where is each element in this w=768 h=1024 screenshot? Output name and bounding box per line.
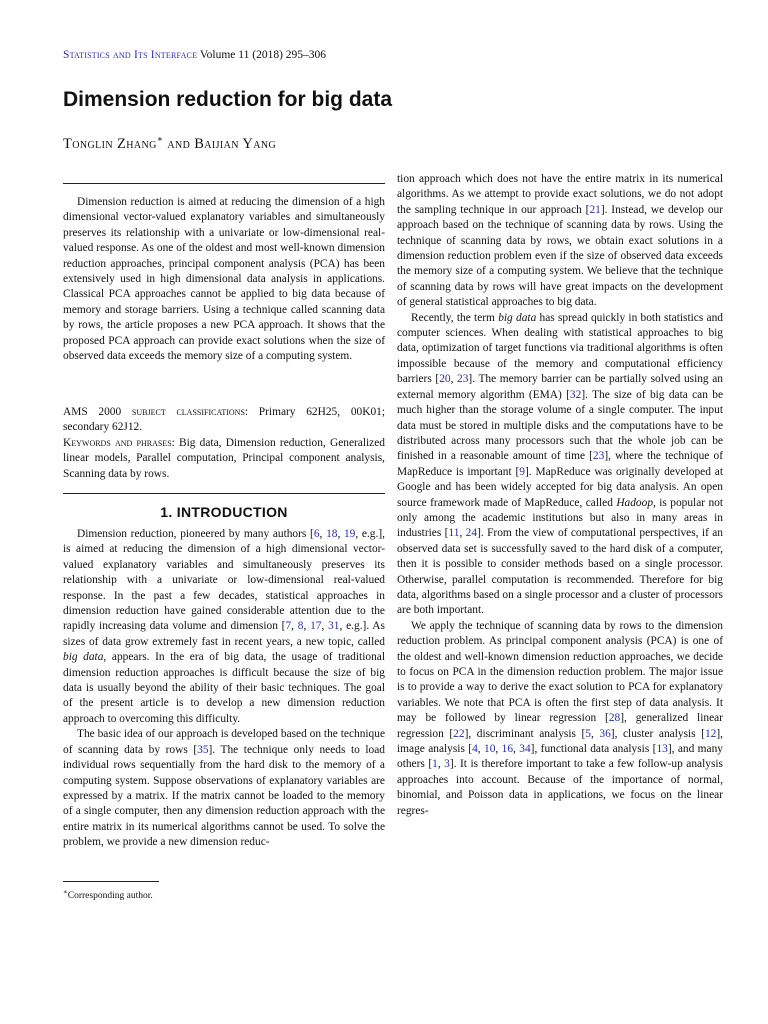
text-run: , [591, 727, 600, 740]
classification-block [63, 405, 385, 482]
section-heading [63, 504, 385, 520]
text-run: , [337, 528, 344, 540]
citation-link[interactable]: 8 [297, 620, 304, 633]
section-title: INTRODUCTION [176, 504, 288, 520]
abstract-bottom-rule [63, 493, 385, 494]
citation-link[interactable]: 22 [453, 727, 465, 740]
text-run: ]. MapReduce was originally developed at Google and has been widely accepted for big data analysis. An open source framework made of MapReduce, called [397, 465, 723, 509]
abstract-top-rule [63, 183, 385, 184]
section-number: 1. [160, 504, 173, 520]
paragraph [397, 311, 723, 619]
citation-link[interactable]: 17 [310, 620, 322, 633]
text-run: , [291, 620, 298, 633]
text-run: , [303, 620, 311, 633]
author-name: Baijian Yang [194, 135, 277, 152]
citation-link[interactable]: 10 [484, 743, 496, 756]
citation-link[interactable]: 24 [465, 527, 478, 540]
footnote-text: Corresponding author. [67, 891, 153, 902]
footnote-mark: ∗ [63, 888, 68, 896]
introduction-column [63, 527, 385, 851]
paper-title: Dimension reduction for big data [63, 88, 393, 111]
text-run: ]. The technique only needs to load individual rows sequentially from the hard disk to the memory of a computing system. Suppose observations of explanatory variables are expressed by a matrix. If the matrix cannot be loaded to the memory of a single computer, then any dimension reduction approach with the entire matrix in its numerical algorithms cannot be used. To solve the problem, we provide a new dimension reduc- [63, 743, 385, 849]
ams-text: Primary 62H25, 00K01; secondary 62J12. [63, 406, 385, 434]
citation-link[interactable]: 19 [343, 528, 356, 540]
citation-link[interactable]: 5 [585, 727, 591, 740]
author-conjunction: and [163, 135, 195, 152]
text-run: , [513, 743, 520, 756]
citation-link[interactable]: 16 [501, 743, 514, 756]
citation-link[interactable]: 12 [704, 727, 717, 740]
citation-link[interactable]: 7 [285, 620, 292, 633]
text-run: ], where the technique of MapReduce is important [ [397, 450, 723, 478]
text-run: ], discriminant analysis [ [464, 727, 586, 740]
text-run: ], functional data analysis [ [530, 743, 657, 756]
text-run: , [319, 528, 327, 540]
citation-link[interactable]: 4 [472, 743, 478, 756]
author-name: Tonglin Zhang [63, 135, 157, 152]
citation-link[interactable]: 13 [656, 743, 668, 756]
citation-link[interactable]: 32 [569, 388, 582, 401]
text-run: , [477, 743, 485, 756]
citation-link[interactable]: 31 [328, 620, 340, 633]
paragraph [63, 727, 385, 850]
text-run: ], generalized linear regression [ [397, 712, 723, 740]
text-run: , [437, 758, 445, 771]
keywords-text: Big data, Dimension reduction, Generalized linear models, Parallel computation, Principal component analysis, Scanning data by rows. [63, 436, 385, 480]
citation-link[interactable]: 21 [589, 203, 601, 216]
text-run: ]. From the view of computational perspectives, if an observed data set is successfully saved to the hard disk of a computer, then it is possible to consider methods based on a single processor. Otherwise, parallel computation is recommended. Therefore for big data, algorithms based on a single processor and a cluster of processors are both important. [397, 527, 723, 617]
citation-link[interactable]: 18 [326, 528, 338, 540]
text-run: , e.g.]. As sizes of data grow extremely fast in recent years, a new topic, called [63, 620, 385, 648]
citation-link[interactable]: 23 [457, 373, 469, 386]
footnote-rule [63, 881, 159, 882]
text-run: , is popular not only among the academic institutions but also in many areas in industries [ [397, 496, 723, 540]
text-run: , [495, 743, 502, 756]
ams-label: AMS 2000 subject classifications: [63, 406, 249, 418]
text-run: Recently, the term [411, 311, 499, 324]
author-list [63, 134, 276, 153]
italic-term: big data [63, 651, 104, 664]
citation-link[interactable]: 36 [599, 727, 611, 740]
abstract [63, 195, 385, 364]
keywords-label: Keywords and phrases: [63, 436, 175, 449]
keywords [63, 436, 385, 482]
citation-link[interactable]: 28 [608, 712, 621, 725]
italic-term: Hadoop [616, 496, 654, 509]
text-run: ]. The memory barrier can be partially solved using an external memory algorithm (EMA) [ [397, 373, 723, 401]
paragraph [397, 619, 723, 819]
text-run: , appears. In the era of big data, the usage of traditional dimension reduction approaches is difficult because the size of big data is usually beyond the ability of their basic techniques. The goal of the present article is to develop a new dimension reduction approach to overcoming this difficulty. [63, 651, 385, 725]
paragraph [63, 527, 385, 727]
citation-link[interactable]: 1 [432, 758, 438, 771]
citation-link[interactable]: 11 [448, 527, 460, 540]
italic-term: big data [498, 311, 537, 324]
volume-info: Volume 11 (2018) 295–306 [199, 49, 327, 61]
citation-link[interactable]: 3 [444, 758, 450, 771]
text-run: , [459, 527, 466, 540]
abstract-text: Dimension reduction is aimed at reducing the dimension of a high dimensional vector-valued explanatory variables and simultaneously preserves its relationship with a univariate or low-dimensional real-valued response. As one of the oldest and most well-known dimension reduction approaches, principal component analysis (PCA) has been extensively used in high dimensional data analysis in applications. Classical PCA approaches cannot be applied to big data because of memory and storage barriers. Using a technique called scanning data by rows, the article proposes a new PCA approach. It shows that the proposed PCA approach can provide exact solutions when the size of observed data exceeds the memory size of a computing system. [63, 196, 385, 363]
text-run: tion approach which does not have the entire matrix in its numerical algorithms. As we attempt to provide exact solutions, we do not adopt the sampling technique in our approach [ [397, 173, 723, 216]
text-run: ]. Instead, we develop our approach based on the technique of scanning data by rows. Using the technique of scanning data by rows, we obtain exact solutions in a dimension reduction problem even if the size of observed data exceeds the memory size of a computing system. We believe that the technique of scanning data by rows will have great impacts on the development of general statistical approaches to big data. [397, 203, 723, 309]
journal-header [63, 49, 326, 61]
right-column [397, 172, 723, 819]
text-run: , e.g.], is aimed at reducing the dimension of a high dimensional vector-valued explanatory variables and simultaneously preserves its relationship with a univariate or low-dimensional real-valued response. In the past a few decades, statistical approaches in dimension reduction have gained considerable attention due to the rapidly increasing data volume and dimension [ [63, 528, 385, 633]
citation-link[interactable]: 34 [519, 743, 531, 756]
text-run: ]. It is therefore important to take a few follow-up analysis approaches into account. Because of the importance of normal, binomial, and Poisson data in applications, we focus on the linear regres- [397, 758, 723, 817]
footnote [63, 888, 153, 901]
ams-classification [63, 405, 385, 436]
text-run: ], and many others [ [397, 743, 723, 771]
citation-link[interactable]: 20 [439, 373, 451, 386]
text-run: , [321, 620, 329, 633]
citation-link[interactable]: 9 [519, 465, 525, 478]
paragraph [397, 172, 723, 311]
text-run: Dimension reduction, pioneered by many authors [ [77, 528, 314, 540]
text-run: ], image analysis [ [397, 727, 723, 756]
citation-link[interactable]: 23 [592, 450, 605, 463]
citation-link[interactable]: 35 [197, 743, 209, 756]
text-run: ]. The size of big data can be much higher than the storage volume of a single computer. The input data must be stored in multiple disks and the computations have to be distributed across many processors such that the whole job can be finished in a reasonable amount of time [ [397, 388, 724, 463]
corresponding-author-mark[interactable]: ∗ [156, 134, 164, 144]
text-run: We apply the technique of scanning data by rows to the dimension reduction problem. As principal component analysis (PCA) is one of the oldest and well-known dimension reduction approaches, we decide to focus on PCA in the dimension reduction problem. The major issue is to provide a way to derive the exact solution to PCA for explanatory variables. We note that PCA is often the first step of data analysis. It may be followed by linear regression [ [397, 619, 723, 725]
text-run: ], cluster analysis [ [610, 727, 705, 740]
text-run: The basic idea of our approach is developed based on the technique of scanning data by rows [ [63, 728, 385, 756]
journal-name-link[interactable]: Statistics and Its Interface [63, 49, 198, 61]
text-run: has spread quickly in both statistics and computer sciences. When dealing with statistical approaches to big data, optimization of target functions via traditional algorithms is often impossible because of the memory and computational efficiency barriers [ [397, 311, 723, 386]
text-run: , [450, 373, 458, 386]
citation-link[interactable]: 6 [313, 528, 320, 540]
